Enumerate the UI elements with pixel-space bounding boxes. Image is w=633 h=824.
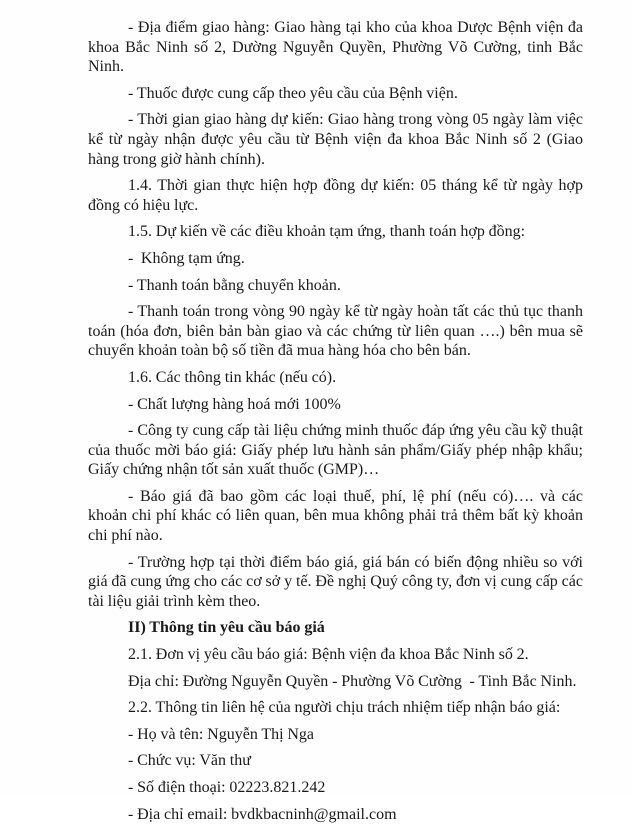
paragraph: - Địa chỉ email: bvdkbacninh@gmail.com — [128, 805, 397, 823]
paragraph: - Không tạm ứng. — [128, 249, 245, 267]
paragraph: - Trường hợp tại thời điểm báo giá, giá bán có biến động nhiều so với giá đã cung ứng cho các cơ sở y tế. Đề nghị Quý công ty, đơn vị cung cấp các tài liệu giải trình kèm theo. — [88, 553, 583, 610]
paragraph: - Thanh toán trong vòng 90 ngày kể từ ngày hoàn tất các thủ tục thanh toán (hóa đơn, biên bản bàn giao và các chứng từ liên quan ….) bên mua sẽ chuyển khoản toàn bộ số tiền đã mua hàng hóa cho bên bán. — [88, 303, 583, 360]
paragraph: - Thanh toán bằng chuyển khoản. — [128, 276, 341, 294]
paragraph: - Công ty cung cấp tài liệu chứng minh thuốc đáp ứng yêu cầu kỹ thuật của thuốc mời báo giá: Giấy phép lưu hành sản phẩm/Giấy phép nhập khẩu; Giấy chứng nhận tốt sản xuất thuốc (GMP)… — [88, 422, 583, 479]
paragraph: - Số điện thoại: 02223.821.242 — [128, 779, 326, 796]
document-body — [88, 18, 583, 824]
paragraph: - Thuốc được cung cấp theo yêu cầu của Bệnh viện. — [128, 84, 458, 102]
paragraph: 1.6. Các thông tin khác (nếu có). — [128, 368, 337, 386]
paragraph: - Họ và tên: Nguyễn Thị Nga — [128, 725, 315, 743]
section-heading: II) Thông tin yêu cầu báo giá — [128, 619, 325, 637]
paragraph: 1.4. Thời gian thực hiện hợp đồng dự kiến: 05 tháng kể từ ngày hợp đồng có hiệu lực. — [88, 177, 583, 214]
paragraph: 2.1. Đơn vị yêu cầu báo giá: Bệnh viện đa khoa Bắc Ninh số 2. — [128, 646, 529, 664]
paragraph: - Thời gian giao hàng dự kiến: Giao hàng trong vòng 05 ngày làm việc kể từ ngày nhận được yêu cầu từ Bệnh viện đa khoa Bắc Ninh số 2 (Giao hàng trong giờ hành chính). — [88, 111, 583, 168]
paragraph: - Báo giá đã bao gồm các loại thuế, phí, lệ phí (nếu có)…. và các khoản chi phí khác có liên quan, bên mua không phải trả thêm bất kỳ khoản chi phí nào. — [88, 487, 583, 545]
paragraph: - Chất lượng hàng hoá mới 100% — [128, 395, 341, 413]
paragraph: - Chức vụ: Văn thư — [128, 752, 251, 770]
paragraph: 2.2. Thông tin liên hệ của người chịu trách nhiệm tiếp nhận báo giá: — [128, 699, 561, 717]
paragraph: - Địa điểm giao hàng: Giao hàng tại kho của khoa Dược Bệnh viện đa khoa Bắc Ninh số 2, Dường Nguyễn Quyền, Phường Võ Cường, tinh Bắc Ninh. — [88, 19, 583, 76]
paragraph: Địa chỉ: Đường Nguyễn Quyền - Phường Võ Cường - Tinh Bắc Ninh. — [128, 672, 577, 690]
paragraph: 1.5. Dự kiến về các điều khoản tạm ứng, thanh toán hợp đồng: — [128, 223, 526, 241]
